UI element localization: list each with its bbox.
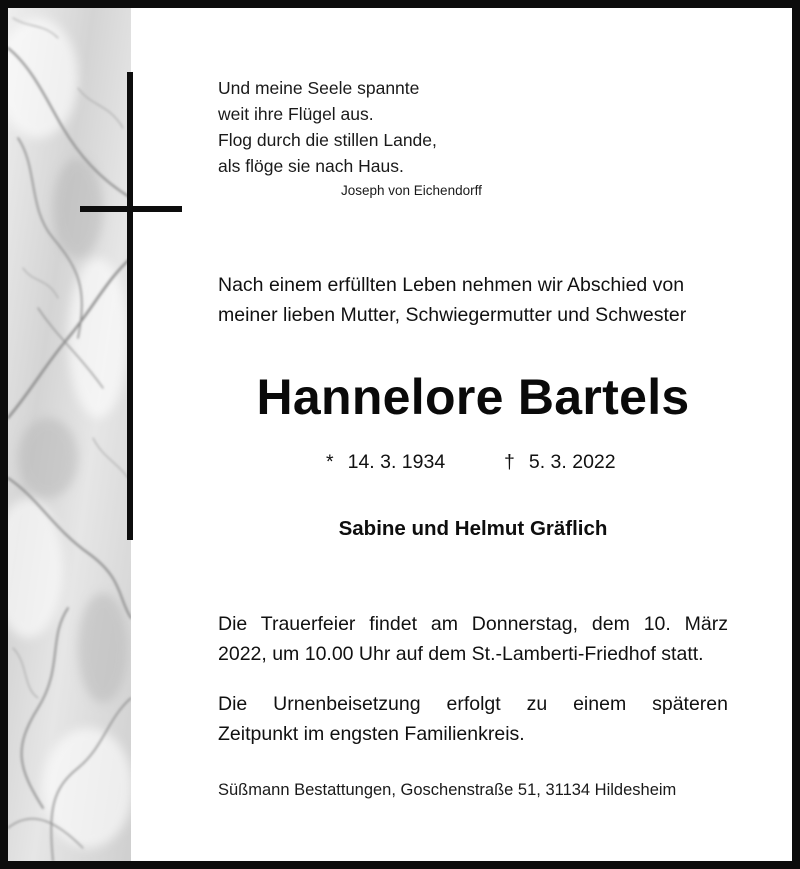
birth-date: 14. 3. 1934	[347, 451, 446, 473]
cross-horizontal-bar	[80, 206, 182, 212]
funeral-line: 2022, um 10.00 Uhr auf dem St.-Lamberti-Friedhof statt.	[218, 643, 704, 665]
birth-date-line	[326, 451, 445, 474]
intro-line: Nach einem erfüllten Leben nehmen wir Abschied von	[218, 274, 685, 296]
deceased-name: Hannelore Bartels	[256, 369, 690, 425]
cross-vertical-bar	[127, 72, 133, 540]
marble-texture-graphic	[8, 8, 131, 861]
funeral-line: Die Trauerfeier findet am Donnerstag, dem 10. März	[218, 613, 728, 635]
death-cross-icon: †	[504, 451, 515, 473]
burial-notice	[218, 689, 728, 749]
mourners-names: Sabine und Helmut Gräflich	[338, 517, 608, 540]
death-date: 5. 3. 2022	[528, 451, 616, 473]
farewell-intro	[218, 270, 728, 330]
poem-author: Joseph von Eichendorff	[341, 183, 482, 198]
intro-line: meiner lieben Mutter, Schwiegermutter und Schwester	[218, 304, 687, 326]
death-date-line	[504, 451, 616, 474]
burial-line: Zeitpunkt im engsten Familienkreis.	[218, 723, 525, 745]
burial-line: Die Urnenbeisetzung erfolgt zu einem späteren	[218, 693, 728, 715]
marble-texture-panel	[8, 8, 131, 861]
poem-line: als flöge sie nach Haus.	[218, 156, 404, 176]
poem-verse	[218, 75, 437, 179]
funeral-notice	[218, 609, 728, 669]
undertaker-address: Süßmann Bestattungen, Goschenstraße 51, 31134 Hildesheim	[218, 781, 677, 799]
poem-line: weit ihre Flügel aus.	[218, 104, 374, 124]
poem-line: Flog durch die stillen Lande,	[218, 130, 437, 150]
birth-star-icon: *	[326, 451, 334, 473]
poem-line: Und meine Seele spannte	[218, 78, 420, 98]
